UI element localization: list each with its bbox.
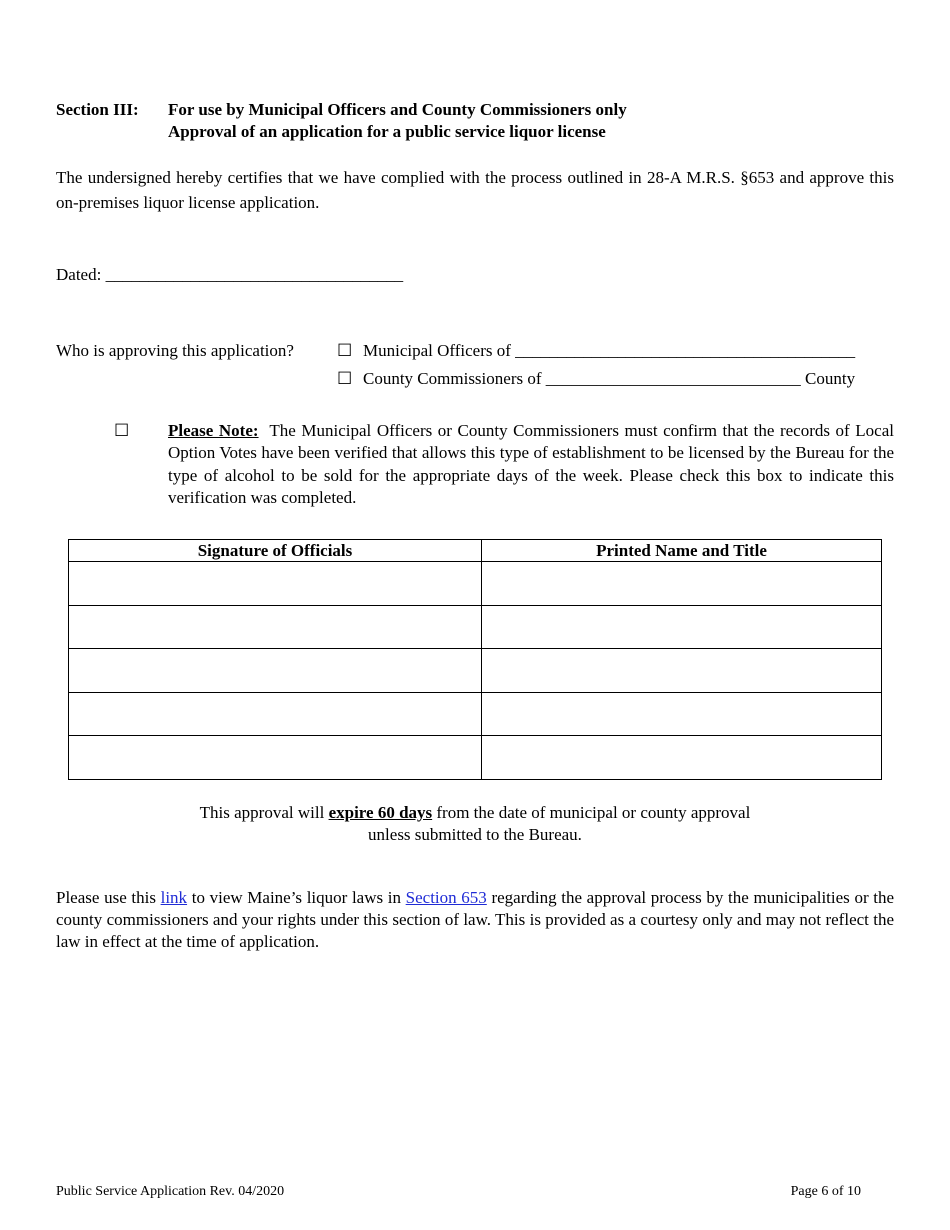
- signature-cell[interactable]: [69, 692, 482, 736]
- header-signature: Signature of Officials: [69, 540, 482, 562]
- approver-question: Who is approving this application?: [56, 341, 294, 360]
- expiration-notice: [0, 802, 950, 846]
- courtesy-part1: Please use this: [56, 888, 156, 907]
- table-row: [69, 562, 882, 606]
- municipal-line[interactable]: [363, 340, 894, 362]
- liquor-laws-link[interactable]: link: [160, 888, 188, 907]
- verification-checkbox[interactable]: ☐: [114, 421, 130, 440]
- certification-text: The undersigned hereby certifies that we have complied with the process outlined in 28-A M.R.S. §653 and approve this on-premises liquor license application.: [56, 168, 894, 212]
- municipal-blank[interactable]: ________________________________________: [515, 341, 856, 360]
- table-row: [69, 649, 882, 693]
- please-note-text: The Municipal Officers or County Commissioners must confirm that the records of Local Option Votes have been verified that allows this type of establishment to be licensed by the Bureau for the type of alcohol to be sold for the appropriate days of the week. Please check this box to indicate this verification was completed.: [168, 421, 894, 508]
- printed-name-cell[interactable]: [482, 692, 882, 736]
- section-title-line2: Approval of an application for a public service liquor license: [168, 122, 606, 141]
- dated-blank[interactable]: ___________________________________: [105, 265, 404, 284]
- courtesy-paragraph: [56, 887, 894, 953]
- section-label: Section III:: [56, 100, 139, 119]
- municipal-label: Municipal Officers of: [363, 341, 511, 360]
- signature-table: [68, 539, 882, 780]
- dated-field[interactable]: [56, 264, 403, 286]
- county-blank[interactable]: ______________________________: [545, 369, 801, 388]
- footer-page-number: Page 6 of 10: [790, 1184, 861, 1199]
- please-note: [168, 420, 894, 510]
- option-county-commissioners[interactable]: [337, 368, 894, 390]
- header-printed-name: Printed Name and Title: [482, 540, 882, 562]
- signature-cell[interactable]: [69, 649, 482, 693]
- expiration-line2: unless submitted to the Bureau.: [368, 825, 582, 844]
- please-note-label: Please Note:: [168, 421, 259, 440]
- printed-name-cell[interactable]: [482, 562, 882, 606]
- table-header-row: [69, 540, 882, 562]
- printed-name-cell[interactable]: [482, 649, 882, 693]
- expiration-suffix: from the date of municipal or county approval: [436, 803, 751, 822]
- section-title: [168, 99, 627, 143]
- courtesy-part3: regarding the approval process by the municipalities or the county commissioners and your rights under this section of law. This is provided as a courtesy only and may not reflect the law in effect at the time of application.: [56, 888, 895, 951]
- county-line[interactable]: [363, 368, 894, 390]
- table-row: [69, 605, 882, 649]
- option-municipal-officers[interactable]: [337, 340, 894, 362]
- footer-revision: Public Service Application Rev. 04/2020: [56, 1184, 285, 1199]
- signature-cell[interactable]: [69, 736, 482, 780]
- table-row: [69, 736, 882, 780]
- municipal-checkbox[interactable]: ☐: [337, 341, 353, 360]
- courtesy-part2: to view Maine’s liquor laws in: [191, 888, 401, 907]
- expiration-line1: [0, 802, 950, 824]
- signature-cell[interactable]: [69, 562, 482, 606]
- expiration-prefix: This approval will: [199, 803, 325, 822]
- printed-name-cell[interactable]: [482, 736, 882, 780]
- expiration-emphasis: expire 60 days: [328, 803, 433, 822]
- section-653-link[interactable]: Section 653: [405, 888, 487, 907]
- county-label: County Commissioners of: [363, 369, 542, 388]
- dated-label: Dated:: [56, 265, 102, 284]
- county-suffix: County: [805, 369, 856, 388]
- county-checkbox[interactable]: ☐: [337, 369, 353, 388]
- section-title-line1: For use by Municipal Officers and County Commissioners only: [168, 100, 627, 119]
- printed-name-cell[interactable]: [482, 605, 882, 649]
- signature-cell[interactable]: [69, 605, 482, 649]
- table-row: [69, 692, 882, 736]
